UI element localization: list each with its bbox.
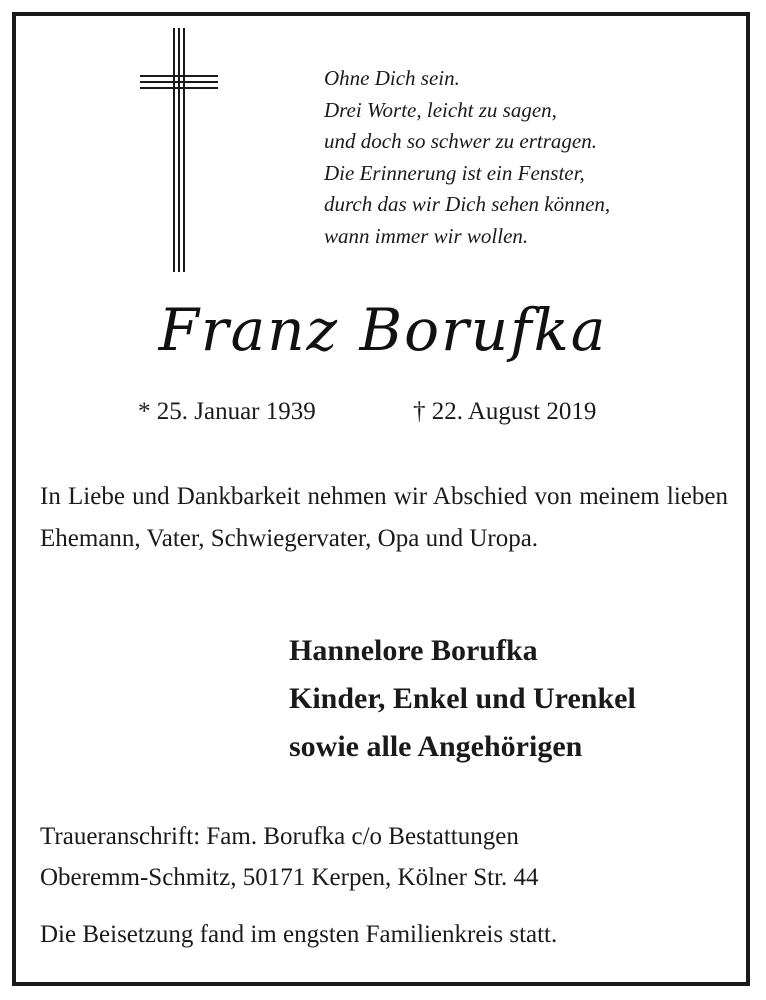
birth-date: * 25. Januar 1939	[138, 398, 316, 425]
poem-line: Drei Worte, leicht zu sagen,	[324, 97, 557, 122]
mourner-line: Hannelore Borufka	[289, 634, 538, 667]
poem-line: und doch so schwer zu ertragen.	[324, 129, 597, 153]
deceased-name: Franz Borufka	[158, 296, 608, 364]
address-line: Traueranschrift: Fam. Borufka c/o Bestattungen	[40, 823, 519, 850]
address-line: Oberemm-Schmitz, 50171 Kerpen, Kölner Str. 44	[40, 864, 539, 891]
mourner-line: Kinder, Enkel und Urenkel	[289, 682, 636, 715]
poem-line: durch das wir Dich sehen können,	[324, 192, 611, 216]
cross-icon	[138, 26, 220, 274]
mourner-line: sowie alle Angehörigen	[289, 730, 583, 763]
death-date: † 22. August 2019	[413, 398, 597, 425]
mourners-block	[289, 627, 636, 771]
funeral-note: Die Beisetzung fand im engsten Familienkreis statt.	[40, 921, 558, 948]
poem-line: Die Erinnerung ist ein Fenster,	[324, 160, 585, 185]
poem-line: wann immer wir wollen.	[324, 223, 529, 248]
farewell-text: In Liebe und Dankbarkeit nehmen wir Abschied von meinem lieben Ehemann, Vater, Schwiegervater, Opa und Uropa.	[40, 483, 728, 552]
poem-line: Ohne Dich sein.	[324, 66, 460, 90]
mourning-address	[40, 816, 539, 898]
memorial-poem	[324, 63, 704, 252]
